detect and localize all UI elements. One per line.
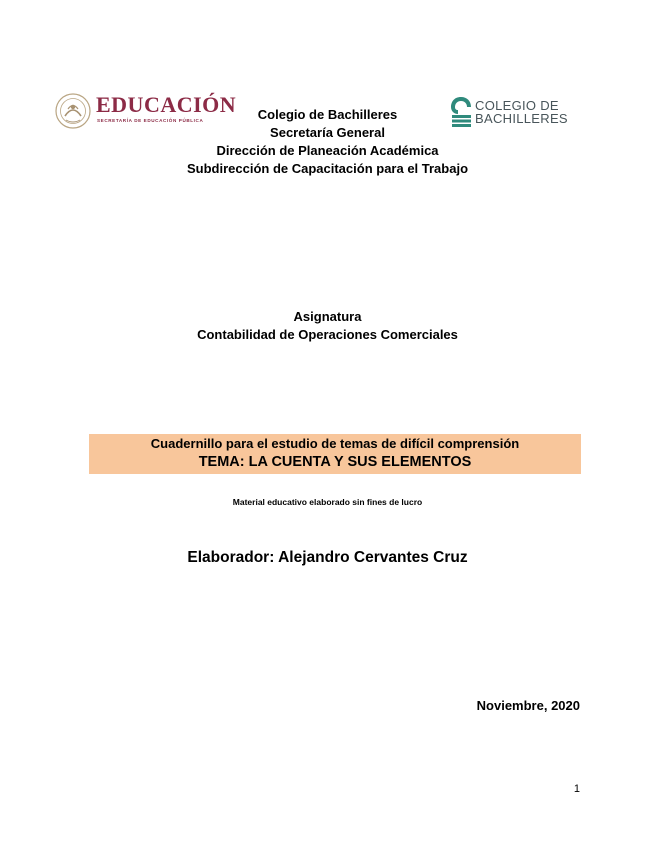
- header-line-institution: Colegio de Bachilleres: [257, 107, 398, 122]
- educacion-subtitle: SECRETARÍA DE EDUCACIÓN PÚBLICA: [97, 118, 204, 123]
- banner-subtitle: Cuadernillo para el estudio de temas de difícil comprensión: [150, 436, 520, 451]
- page-number: 1: [573, 783, 580, 795]
- educacion-wordmark: EDUCACIÓN: [96, 92, 237, 117]
- subject-label: Asignatura: [293, 309, 362, 324]
- material-note: Material educativo elaborado sin fines de lucro: [232, 497, 423, 507]
- document-date: Noviembre, 2020: [476, 698, 580, 713]
- header-line-direccion: Dirección de Planeación Académica: [216, 143, 439, 158]
- header-line-subdireccion: Subdirección de Capacitación para el Trabajo: [186, 161, 469, 176]
- header-line-secretaria: Secretaría General: [270, 125, 385, 140]
- colegio-text-line1: COLEGIO DE: [475, 98, 559, 113]
- subject-name: Contabilidad de Operaciones Comerciales: [197, 327, 458, 342]
- author-line: Elaborador: Alejandro Cervantes Cruz: [187, 549, 468, 566]
- colegio-text-line2: BACHILLERES: [475, 111, 568, 126]
- banner-topic: TEMA: LA CUENTA Y SUS ELEMENTOS: [198, 454, 472, 470]
- topic-banner: [89, 434, 581, 474]
